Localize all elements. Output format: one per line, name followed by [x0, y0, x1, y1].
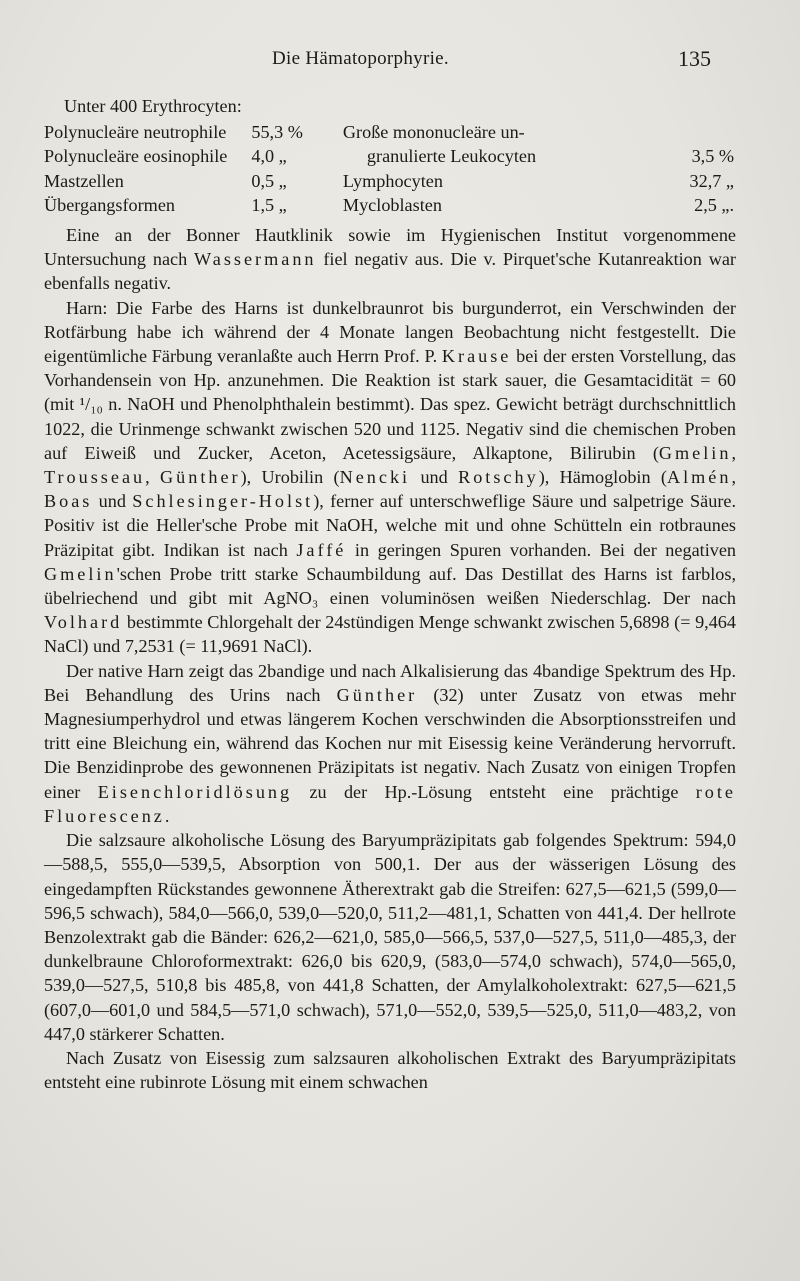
cell-right-value: 3,5 %: [691, 146, 734, 167]
blood-count-row: [44, 120, 734, 144]
paragraph: [44, 659, 736, 828]
text-run: zu der Hp.-Lösung entsteht eine prächtige: [292, 781, 696, 802]
text-run: Eine an der Bonner Hautklinik sowie im Hygienischen Institut vorgenommene Untersuchung nach: [44, 225, 736, 270]
text-run: Harn: Die Farbe des Harns ist dunkelbraunrot bis burgunderrot, ein Verschwinden der Rotfärbung habe ich während der 4 Monate langen Beobachtung nicht festgestellt. Die eigentümliche Färbung veranlaßte auch Herrn Prof. P.: [44, 297, 736, 367]
text-run: ), Urobilin (: [240, 467, 340, 488]
text-run: ,: [731, 442, 736, 463]
spaced-name: Krause: [441, 346, 512, 367]
text-run: Nach Zusatz von Eisessig zum salzsauren alkoholischen Extrakt des Baryumpräzipitats entsteht eine rubinrote Lösung mit einem schwachen: [44, 1047, 736, 1093]
spaced-name: Schlesinger-Holst: [132, 491, 314, 512]
spaced-name: rote Fluorescenz: [44, 781, 736, 826]
text-run: ), Hämoglobin (: [538, 467, 667, 488]
page-header: [0, 44, 800, 76]
spaced-name: Wassermann: [194, 249, 317, 270]
cell-left-value: 4,0 „: [251, 146, 287, 167]
cell-left-name: Mastzellen: [44, 170, 124, 191]
cell-left-name: Übergangsformen: [44, 194, 175, 215]
text-run: Die salzsaure alkoholische Lösung des Baryumpräzipitats gab folgendes Spektrum: 594,0—588,5, 555,0—539,5, Absorption von 500,1. Der aus der wässerigen Lösung des eingedampften Rückstandes gewonnene Ätherextrakt gab die Streifen: 627,5—621,5 (599,0—596,5 schwach), 584,0—566,0, 539,0—520,0, 511,2—481,1, Schatten von 441,4. Der hellrote Benzolextrakt gab die Bänder: 626,2—621,0, 585,0—566,5, 537,0—527,5, 511,0—485,3, der dunkelbraune Chloroformextrakt: 626,0 bis 620,9, (583,0—574,0 schwach), 574,0—565,0, 539,0—527,5, 510,8 bis 485,8, von 441,8 Schatten, der Amylalkoholextrakt: 627,5—621,5 (607,0—601,0 und 584,5—571,0 schwach), 571,0—552,0, 539,5—525,0, 511,0—483,2, von 447,0 stärkerer Schatten.: [44, 830, 736, 1044]
cell-right-name: Mycloblasten: [342, 194, 442, 215]
spaced-name: Gmelin: [658, 442, 732, 463]
cell-left-value: 1,5 „: [251, 194, 287, 215]
text-run: ,: [145, 467, 160, 488]
cell-right-name: Große mononucleäre un-: [342, 122, 525, 143]
spaced-name: Rotschy: [458, 467, 539, 488]
running-title: Die Hämatoporphyrie.: [272, 48, 449, 69]
cell-right-name: granulierte Leukocyten: [366, 146, 537, 167]
blood-count-row: [44, 169, 734, 193]
spaced-name: Almén: [666, 467, 732, 488]
cell-left-value: 0,5 „: [251, 170, 287, 191]
spaced-name: Günther: [336, 684, 418, 705]
page-body: [44, 94, 736, 1094]
spaced-name: Jaffé: [296, 539, 347, 560]
cell-left-value: 55,3 %: [251, 122, 303, 143]
text-run: in geringen Spuren vorhanden. Bei der negativen: [346, 539, 737, 560]
paragraph: [44, 223, 736, 296]
text-run: und: [410, 467, 459, 488]
text-run: bestimmte Chlorgehalt der 24stündigen Menge schwankt zwischen 5,6898 (= 9,464 NaCl) und 7,2531 (= 11,9691 NaCl).: [44, 612, 736, 657]
spaced-name: Volhard: [44, 612, 123, 633]
spaced-name: Trousseau: [44, 467, 146, 488]
text-run: Der native Harn zeigt das 2bandige und nach Alkalisierung das 4bandige Spektrum des Hp. Bei Behandlung des Urins nach: [44, 660, 736, 705]
paragraph: [44, 828, 736, 1046]
text-run: .: [164, 805, 170, 826]
spaced-name: Eisenchloridlösung: [97, 781, 293, 802]
text-run: bei der ersten Vorstellung, das Vorhandensein von Hp. anzunehmen. Die Reaktion ist stark sauer, die Gesamtacidität = 60 (mit ¹/₁₀ n. NaOH und Phenolphthalein bestimmt). Das spez. Gewicht beträgt durchschnittlich 1022, die Urinmenge schwankt zwischen 520 und 1125. Negativ sind die chemischen Proben auf Eiweiß und Zucker, Aceton, Acetessigsäure, Alkaptone, Bilirubin (: [44, 346, 736, 463]
paragraph: [44, 1046, 736, 1094]
cell-right-value: [603, 120, 734, 144]
cell-right-name: Lymphocyten: [342, 170, 443, 191]
text-run: fiel negativ aus. Die v. Pirquet'sche Kutanreaktion war ebenfalls negativ.: [44, 249, 736, 294]
spaced-name: Günther: [160, 467, 241, 488]
blood-count-intro: Unter 400 Erythrocyten:: [64, 96, 242, 116]
spaced-name: Gmelin: [44, 563, 117, 584]
cell-right-value: 32,7 „: [689, 170, 734, 191]
spaced-name: Nencki: [339, 467, 411, 488]
spaced-name: Boas: [44, 491, 93, 512]
cell-left-name: Polynucleäre eosinophile: [44, 146, 228, 167]
text-run: ), ferner auf unterschweflige Säure und salpetrige Säure. Positiv ist die Heller'sche Probe mit NaOH, welche mit und ohne Schütteln ein rotbraunes Präzipitat gibt. Indikan ist nach: [44, 491, 737, 560]
text-run: 'schen Probe tritt starke Schaumbildung auf. Das Destillat des Harns ist farblos, übelriechend und gibt mit AgNO₃ einen voluminösen weißen Niederschlag. Der nach: [44, 563, 736, 609]
text-run: und: [92, 491, 133, 512]
paragraph: [44, 296, 736, 659]
text-run: (32) unter Zusatz von etwas mehr Magnesiumperhydrol und etwas längerem Kochen verschwinden die Absorptionsstreifen und tritt eine Bleichung ein, während das Kochen nur mit Eisessig keine Veränderung hervorruft. Die Benzidinprobe des gewonnenen Präzipitats ist negativ. Nach Zusatz von einigen Tropfen einer: [44, 684, 736, 802]
text-run: ,: [731, 467, 737, 488]
cell-right-value: 2,5 „.: [694, 194, 734, 215]
blood-count-row: [44, 144, 734, 168]
cell-left-name: Polynucleäre neutrophile: [44, 122, 227, 143]
text-paragraphs: [44, 223, 736, 1094]
blood-count-table: [44, 120, 734, 217]
blood-count-row: [44, 193, 734, 217]
page-number: 135: [678, 46, 711, 71]
